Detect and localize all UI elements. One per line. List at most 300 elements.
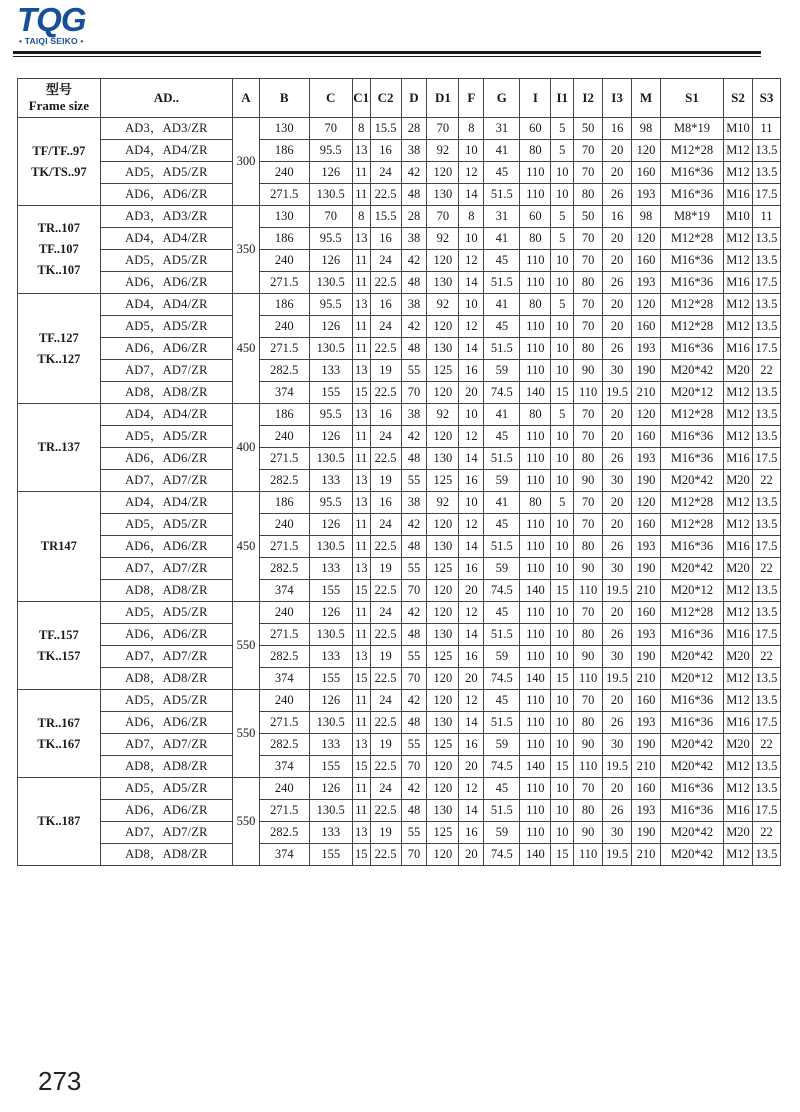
value-cell: 11 [352, 624, 370, 646]
value-cell: 20 [459, 756, 484, 778]
table-row [18, 250, 781, 272]
value-cell: 14 [459, 624, 484, 646]
value-cell: 95.5 [309, 404, 352, 426]
frame-size-cell [18, 492, 101, 602]
value-cell: 22.5 [370, 536, 401, 558]
value-cell: 240 [259, 426, 309, 448]
value-cell: 59 [484, 470, 520, 492]
value-cell: 24 [370, 426, 401, 448]
value-cell: 22 [752, 470, 780, 492]
value-cell: 155 [309, 756, 352, 778]
value-cell: 13 [352, 646, 370, 668]
value-cell: 5 [551, 206, 574, 228]
value-cell: 374 [259, 756, 309, 778]
table-row [18, 140, 781, 162]
value-cell: M12 [724, 316, 753, 338]
value-cell: 120 [427, 426, 459, 448]
value-cell: 22 [752, 646, 780, 668]
value-cell: 51.5 [484, 272, 520, 294]
dimension-a-cell: 550 [233, 602, 260, 690]
column-header: C [309, 79, 352, 118]
value-cell: 50 [574, 206, 603, 228]
value-cell: 240 [259, 316, 309, 338]
value-cell: 110 [520, 712, 551, 734]
value-cell: 22.5 [370, 844, 401, 866]
value-cell: 41 [484, 294, 520, 316]
value-cell: 16 [459, 360, 484, 382]
value-cell: 282.5 [259, 360, 309, 382]
value-cell: 16 [370, 140, 401, 162]
value-cell: 10 [459, 492, 484, 514]
value-cell: M16 [724, 800, 753, 822]
value-cell: 12 [459, 602, 484, 624]
value-cell: 45 [484, 778, 520, 800]
value-cell: 48 [401, 184, 427, 206]
value-cell: 80 [574, 624, 603, 646]
value-cell: 15 [352, 382, 370, 404]
value-cell: 42 [401, 690, 427, 712]
value-cell: M16 [724, 272, 753, 294]
value-cell: M20*42 [660, 558, 723, 580]
value-cell: 13.5 [752, 778, 780, 800]
value-cell: 120 [427, 778, 459, 800]
value-cell: 130 [427, 536, 459, 558]
value-cell: 24 [370, 316, 401, 338]
value-cell: 98 [632, 206, 661, 228]
value-cell: 15 [551, 668, 574, 690]
value-cell: M12*28 [660, 316, 723, 338]
value-cell: 55 [401, 360, 427, 382]
value-cell: 17.5 [752, 536, 780, 558]
value-cell: 110 [574, 844, 603, 866]
adapter-cell: AD5，AD5/ZR [100, 778, 232, 800]
value-cell: 126 [309, 162, 352, 184]
adapter-cell: AD3，AD3/ZR [100, 206, 232, 228]
value-cell: M12 [724, 690, 753, 712]
value-cell: 120 [427, 844, 459, 866]
table-row [18, 844, 781, 866]
value-cell: 13.5 [752, 426, 780, 448]
value-cell: 15.5 [370, 206, 401, 228]
value-cell: 42 [401, 514, 427, 536]
value-cell: 38 [401, 228, 427, 250]
frame-size-label: TF..157 [38, 627, 79, 642]
value-cell: 130 [427, 272, 459, 294]
value-cell: 11 [752, 118, 780, 140]
value-cell: 126 [309, 316, 352, 338]
column-header: D1 [427, 79, 459, 118]
frame-size-cell [18, 404, 101, 492]
value-cell: 70 [427, 118, 459, 140]
value-cell: M12*28 [660, 140, 723, 162]
value-cell: 374 [259, 844, 309, 866]
frame-size-cell [18, 206, 101, 294]
value-cell: 22.5 [370, 668, 401, 690]
value-cell: 16 [370, 294, 401, 316]
value-cell: 186 [259, 404, 309, 426]
value-cell: 48 [401, 712, 427, 734]
value-cell: 70 [574, 404, 603, 426]
value-cell: 22.5 [370, 382, 401, 404]
value-cell: 31 [484, 118, 520, 140]
value-cell: 110 [520, 602, 551, 624]
adapter-cell: AD6，AD6/ZR [100, 272, 232, 294]
column-header: S3 [752, 79, 780, 118]
frame-size-header-cn: 型号 [45, 82, 72, 97]
value-cell: M16*36 [660, 778, 723, 800]
value-cell: 20 [603, 492, 632, 514]
value-cell: 55 [401, 734, 427, 756]
value-cell: 74.5 [484, 756, 520, 778]
value-cell: 20 [459, 580, 484, 602]
column-header: M [632, 79, 661, 118]
value-cell: 70 [574, 492, 603, 514]
value-cell: M20*42 [660, 470, 723, 492]
table-row [18, 272, 781, 294]
value-cell: M16*36 [660, 162, 723, 184]
value-cell: 240 [259, 778, 309, 800]
table-row [18, 228, 781, 250]
value-cell: 45 [484, 250, 520, 272]
adapter-cell: AD4，AD4/ZR [100, 492, 232, 514]
value-cell: 13.5 [752, 492, 780, 514]
value-cell: 70 [401, 756, 427, 778]
value-cell: 70 [574, 140, 603, 162]
value-cell: 120 [632, 404, 661, 426]
value-cell: M16 [724, 184, 753, 206]
value-cell: 16 [370, 404, 401, 426]
value-cell: 110 [520, 272, 551, 294]
value-cell: 374 [259, 668, 309, 690]
value-cell: 45 [484, 316, 520, 338]
value-cell: 17.5 [752, 800, 780, 822]
value-cell: M8*19 [660, 206, 723, 228]
value-cell: 59 [484, 360, 520, 382]
dimension-a-cell: 550 [233, 778, 260, 866]
value-cell: 10 [551, 272, 574, 294]
value-cell: 130 [259, 206, 309, 228]
value-cell: 140 [520, 580, 551, 602]
value-cell: 17.5 [752, 272, 780, 294]
value-cell: 14 [459, 184, 484, 206]
table-row [18, 602, 781, 624]
table-row [18, 778, 781, 800]
table-row [18, 646, 781, 668]
table-row [18, 690, 781, 712]
value-cell: 15 [352, 756, 370, 778]
value-cell: 74.5 [484, 580, 520, 602]
value-cell: 130 [259, 118, 309, 140]
table-row [18, 734, 781, 756]
value-cell: 13 [352, 360, 370, 382]
value-cell: 20 [603, 294, 632, 316]
value-cell: 20 [603, 316, 632, 338]
value-cell: 30 [603, 822, 632, 844]
value-cell: M16*36 [660, 624, 723, 646]
page-number: 273 [38, 1066, 82, 1096]
value-cell: 10 [551, 602, 574, 624]
frame-size-cell [18, 690, 101, 778]
value-cell: 190 [632, 558, 661, 580]
value-cell: 10 [551, 316, 574, 338]
value-cell: 126 [309, 250, 352, 272]
value-cell: 240 [259, 250, 309, 272]
value-cell: 45 [484, 690, 520, 712]
value-cell: 22.5 [370, 448, 401, 470]
header-rule-thick [13, 51, 761, 54]
table-row [18, 492, 781, 514]
value-cell: 51.5 [484, 624, 520, 646]
value-cell: 11 [352, 338, 370, 360]
value-cell: 80 [574, 800, 603, 822]
column-header: S1 [660, 79, 723, 118]
value-cell: 110 [520, 316, 551, 338]
value-cell: 110 [520, 338, 551, 360]
column-header: D [401, 79, 427, 118]
value-cell: 140 [520, 668, 551, 690]
value-cell: 95.5 [309, 228, 352, 250]
value-cell: M12 [724, 756, 753, 778]
value-cell: 11 [352, 316, 370, 338]
value-cell: 16 [459, 470, 484, 492]
value-cell: 20 [459, 382, 484, 404]
value-cell: 70 [401, 668, 427, 690]
value-cell: 22 [752, 360, 780, 382]
value-cell: 193 [632, 338, 661, 360]
table-header-row [18, 79, 781, 118]
value-cell: 13 [352, 140, 370, 162]
value-cell: 55 [401, 470, 427, 492]
value-cell: 59 [484, 734, 520, 756]
value-cell: 48 [401, 448, 427, 470]
value-cell: M12 [724, 162, 753, 184]
value-cell: 13.5 [752, 690, 780, 712]
value-cell: 125 [427, 646, 459, 668]
value-cell: 90 [574, 646, 603, 668]
value-cell: M16*36 [660, 536, 723, 558]
adapter-cell: AD4，AD4/ZR [100, 404, 232, 426]
value-cell: 22.5 [370, 624, 401, 646]
value-cell: 11 [352, 272, 370, 294]
value-cell: 110 [520, 734, 551, 756]
value-cell: 38 [401, 140, 427, 162]
value-cell: 20 [603, 404, 632, 426]
value-cell: 50 [574, 118, 603, 140]
value-cell: 13.5 [752, 162, 780, 184]
value-cell: 26 [603, 272, 632, 294]
value-cell: 133 [309, 646, 352, 668]
value-cell: 15.5 [370, 118, 401, 140]
value-cell: 120 [427, 690, 459, 712]
value-cell: 190 [632, 470, 661, 492]
value-cell: 45 [484, 514, 520, 536]
value-cell: 12 [459, 426, 484, 448]
frame-size-label: TF..127 [38, 330, 79, 345]
adapter-cell: AD6，AD6/ZR [100, 448, 232, 470]
value-cell: 80 [520, 140, 551, 162]
column-header: I1 [551, 79, 574, 118]
value-cell: 193 [632, 712, 661, 734]
column-header: C1 [352, 79, 370, 118]
value-cell: 45 [484, 162, 520, 184]
value-cell: 10 [551, 338, 574, 360]
value-cell: 90 [574, 360, 603, 382]
value-cell: 90 [574, 822, 603, 844]
value-cell: 48 [401, 800, 427, 822]
value-cell: 271.5 [259, 272, 309, 294]
value-cell: 42 [401, 778, 427, 800]
value-cell: 160 [632, 690, 661, 712]
value-cell: 140 [520, 382, 551, 404]
value-cell: 271.5 [259, 624, 309, 646]
value-cell: 13.5 [752, 668, 780, 690]
value-cell: M12 [724, 382, 753, 404]
value-cell: 13 [352, 492, 370, 514]
value-cell: 193 [632, 800, 661, 822]
adapter-cell: AD5，AD5/ZR [100, 602, 232, 624]
value-cell: 80 [574, 184, 603, 206]
value-cell: M10 [724, 118, 753, 140]
value-cell: 10 [459, 140, 484, 162]
value-cell: 59 [484, 822, 520, 844]
value-cell: 374 [259, 580, 309, 602]
value-cell: 11 [352, 800, 370, 822]
value-cell: M16*36 [660, 250, 723, 272]
value-cell: 15 [551, 844, 574, 866]
value-cell: 13.5 [752, 294, 780, 316]
value-cell: 17.5 [752, 184, 780, 206]
value-cell: M8*19 [660, 118, 723, 140]
value-cell: M20*42 [660, 734, 723, 756]
value-cell: M12*28 [660, 294, 723, 316]
value-cell: 22.5 [370, 800, 401, 822]
value-cell: 20 [603, 602, 632, 624]
value-cell: 10 [551, 514, 574, 536]
value-cell: 42 [401, 162, 427, 184]
value-cell: 155 [309, 382, 352, 404]
value-cell: 13.5 [752, 844, 780, 866]
value-cell: 120 [632, 140, 661, 162]
adapter-cell: AD7，AD7/ZR [100, 558, 232, 580]
frame-size-cell [18, 602, 101, 690]
value-cell: 22.5 [370, 338, 401, 360]
value-cell: 130.5 [309, 624, 352, 646]
value-cell: 130.5 [309, 184, 352, 206]
value-cell: 126 [309, 778, 352, 800]
adapter-cell: AD6，AD6/ZR [100, 624, 232, 646]
value-cell: 19.5 [603, 580, 632, 602]
value-cell: M12 [724, 844, 753, 866]
value-cell: M16*36 [660, 448, 723, 470]
table-row [18, 756, 781, 778]
value-cell: M20 [724, 646, 753, 668]
value-cell: 13.5 [752, 228, 780, 250]
column-header: I [520, 79, 551, 118]
value-cell: M16*36 [660, 338, 723, 360]
value-cell: M12 [724, 668, 753, 690]
value-cell: 20 [603, 778, 632, 800]
value-cell: 51.5 [484, 448, 520, 470]
value-cell: 120 [632, 228, 661, 250]
value-cell: 70 [427, 206, 459, 228]
logo-mark: TQG [17, 1, 86, 38]
value-cell: 210 [632, 844, 661, 866]
value-cell: 17.5 [752, 448, 780, 470]
value-cell: 130 [427, 712, 459, 734]
value-cell: 42 [401, 602, 427, 624]
frame-size-label: TK..157 [37, 648, 81, 663]
value-cell: 125 [427, 822, 459, 844]
column-header: S2 [724, 79, 753, 118]
value-cell: M16*36 [660, 184, 723, 206]
value-cell: 31 [484, 206, 520, 228]
value-cell: 13.5 [752, 514, 780, 536]
value-cell: 41 [484, 404, 520, 426]
value-cell: M12*28 [660, 492, 723, 514]
value-cell: 19.5 [603, 382, 632, 404]
value-cell: 26 [603, 448, 632, 470]
value-cell: 14 [459, 338, 484, 360]
value-cell: 55 [401, 646, 427, 668]
value-cell: 133 [309, 470, 352, 492]
value-cell: 11 [352, 712, 370, 734]
value-cell: 11 [352, 778, 370, 800]
value-cell: 130 [427, 800, 459, 822]
value-cell: 240 [259, 690, 309, 712]
dimension-a-cell: 400 [233, 404, 260, 492]
value-cell: M16*36 [660, 800, 723, 822]
value-cell: 110 [520, 558, 551, 580]
value-cell: 110 [520, 360, 551, 382]
adapter-cell: AD8，AD8/ZR [100, 844, 232, 866]
value-cell: 95.5 [309, 492, 352, 514]
value-cell: 110 [574, 756, 603, 778]
adapter-cell: AD5，AD5/ZR [100, 426, 232, 448]
value-cell: 8 [352, 206, 370, 228]
value-cell: 110 [520, 822, 551, 844]
table-row [18, 822, 781, 844]
adapter-cell: AD5，AD5/ZR [100, 316, 232, 338]
value-cell: 13 [352, 734, 370, 756]
value-cell: 110 [520, 778, 551, 800]
value-cell: 13 [352, 558, 370, 580]
dimension-a-cell: 350 [233, 206, 260, 294]
adapter-cell: AD3，AD3/ZR [100, 118, 232, 140]
value-cell: 120 [632, 294, 661, 316]
value-cell: 130.5 [309, 800, 352, 822]
value-cell: 74.5 [484, 382, 520, 404]
value-cell: 28 [401, 118, 427, 140]
table-row [18, 184, 781, 206]
value-cell: 15 [551, 382, 574, 404]
value-cell: 17.5 [752, 624, 780, 646]
value-cell: 22 [752, 822, 780, 844]
adapter-cell: AD5，AD5/ZR [100, 514, 232, 536]
table-row [18, 404, 781, 426]
value-cell: 55 [401, 822, 427, 844]
value-cell: 17.5 [752, 712, 780, 734]
table-row [18, 536, 781, 558]
value-cell: 193 [632, 536, 661, 558]
value-cell: 130.5 [309, 338, 352, 360]
value-cell: M12 [724, 580, 753, 602]
table-row [18, 382, 781, 404]
table-row [18, 712, 781, 734]
dimension-a-cell: 450 [233, 294, 260, 404]
value-cell: 70 [574, 690, 603, 712]
value-cell: 133 [309, 558, 352, 580]
value-cell: 374 [259, 382, 309, 404]
